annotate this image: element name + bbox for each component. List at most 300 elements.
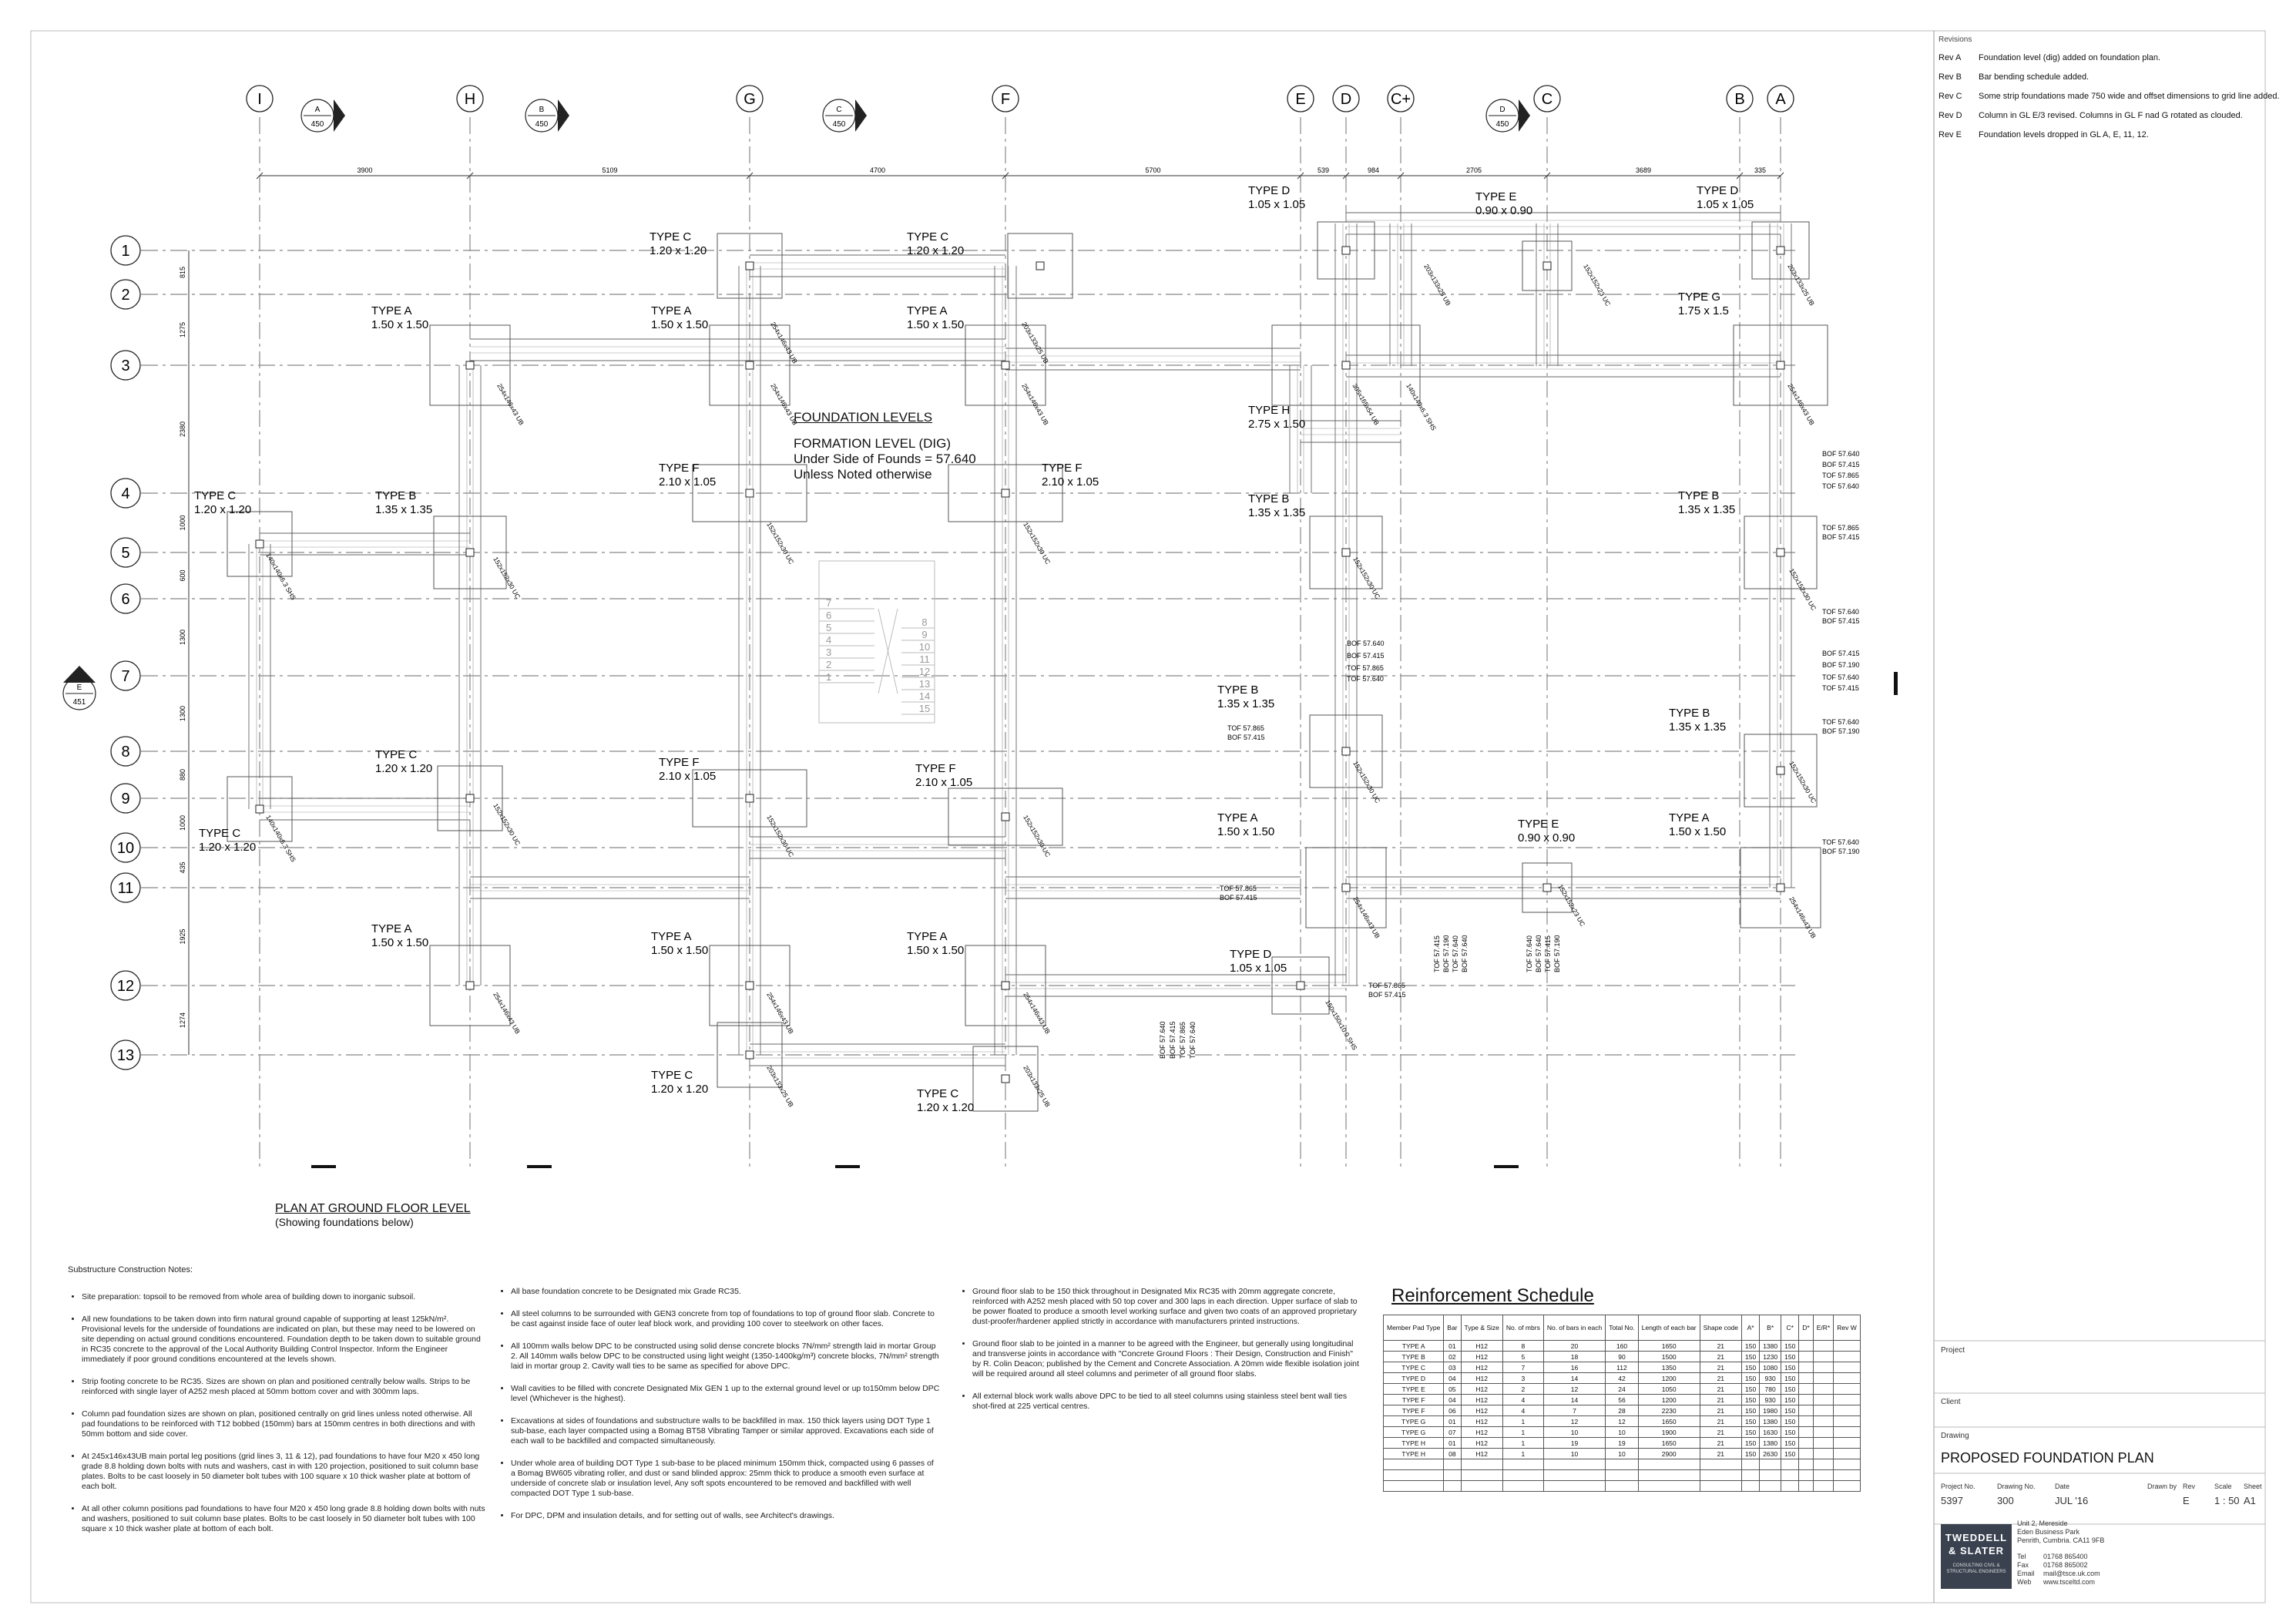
schedule-cell bbox=[1543, 1459, 1605, 1470]
schedule-cell bbox=[1834, 1427, 1861, 1438]
grid-label: 3 bbox=[121, 358, 130, 374]
foundation-levels-note bbox=[794, 410, 976, 482]
pad-size-label: 2.10 x 1.05 bbox=[915, 776, 973, 789]
title-field-value: A1 bbox=[2244, 1495, 2256, 1506]
stair-number: 9 bbox=[921, 629, 928, 640]
schedule-cell: 1500 bbox=[1638, 1352, 1700, 1362]
schedule-row bbox=[1384, 1352, 1861, 1362]
steel-column-marker bbox=[1342, 361, 1350, 369]
schedule-cell: TYPE F bbox=[1384, 1395, 1444, 1405]
column-section-label: 152x152x23 UC bbox=[1556, 883, 1587, 928]
section-cut-mark bbox=[1494, 1165, 1519, 1168]
schedule-cell bbox=[1799, 1459, 1813, 1470]
schedule-cell bbox=[1799, 1341, 1813, 1352]
schedule-cell bbox=[1781, 1459, 1799, 1470]
dimension-label: 1300 bbox=[179, 705, 186, 722]
schedule-cell: 3 bbox=[1502, 1373, 1543, 1384]
schedule-cell: TYPE A bbox=[1384, 1341, 1444, 1352]
section-sheet: 450 bbox=[1495, 120, 1509, 129]
schedule-cell bbox=[1813, 1405, 1833, 1416]
schedule-cell: 150 bbox=[1742, 1438, 1760, 1449]
level-tag: TOF 57.640 bbox=[1822, 673, 1859, 681]
grid-label: G bbox=[744, 91, 756, 108]
drawing-title: PROPOSED FOUNDATION PLAN bbox=[1941, 1450, 2154, 1466]
schedule-cell: 18 bbox=[1543, 1352, 1605, 1362]
stair-number: 14 bbox=[918, 690, 931, 702]
dimension-label: 1275 bbox=[179, 321, 186, 338]
contact-key: Tel bbox=[2017, 1553, 2026, 1560]
schedule-cell: H12 bbox=[1461, 1449, 1502, 1459]
schedule-cell bbox=[1813, 1438, 1833, 1449]
steel-column-marker bbox=[746, 1051, 754, 1059]
schedule-cell bbox=[1461, 1470, 1502, 1481]
stair-number: 8 bbox=[921, 616, 928, 628]
level-tag: BOF 57.640 bbox=[1159, 1021, 1166, 1059]
revision-row bbox=[1939, 111, 2285, 121]
column-section-label: 152x152x30 UC bbox=[1022, 814, 1052, 858]
notes-list-2 bbox=[497, 1287, 940, 1521]
schedule-row bbox=[1384, 1341, 1861, 1352]
stair-number: 6 bbox=[826, 610, 832, 621]
schedule-row-empty bbox=[1384, 1481, 1861, 1492]
column-section-label: 254x146x43 UB bbox=[769, 321, 800, 365]
dimension-label: 1000 bbox=[179, 515, 186, 531]
stair-number: 13 bbox=[918, 678, 931, 690]
note-item: • All base foundation concrete to be Designated mix Grade RC35. bbox=[511, 1287, 940, 1297]
schedule-cell: TYPE G bbox=[1384, 1416, 1444, 1427]
schedule-cell: 21 bbox=[1700, 1405, 1741, 1416]
steel-column-marker bbox=[1002, 1075, 1009, 1083]
schedule-cell: 1200 bbox=[1638, 1395, 1700, 1405]
schedule-cell: 21 bbox=[1700, 1427, 1741, 1438]
pad-type-label: TYPE F bbox=[659, 462, 700, 475]
schedule-cell: 19 bbox=[1543, 1438, 1605, 1449]
steel-column-marker bbox=[1342, 549, 1350, 556]
schedule-cell bbox=[1834, 1416, 1861, 1427]
column-section-label: 254x146x43 UB bbox=[765, 991, 796, 1036]
schedule-header-cell: A* bbox=[1742, 1315, 1760, 1341]
note-item: • Excavations at sides of foundations and substructure walls to be backfilled in max. 150 thick layers using DOT Type 1 sub-base, each layer compacted using a Bomag BT58 Vibrating Tamper or similar approved. Excavations each side of each wall to be backfilled and compacted simultaneously. bbox=[511, 1416, 940, 1446]
steel-column-marker bbox=[1777, 767, 1784, 774]
steel-column-marker bbox=[256, 805, 264, 813]
revision-text: Some strip foundations made 750 wide and offset dimensions to grid line added. bbox=[1979, 92, 2280, 101]
schedule-cell: 150 bbox=[1781, 1352, 1799, 1362]
dimension-label: 3900 bbox=[357, 166, 373, 174]
grid-label: 12 bbox=[116, 978, 135, 995]
section-cut-mark bbox=[1894, 672, 1898, 695]
schedule-cell bbox=[1799, 1438, 1813, 1449]
pad-type-label: TYPE B bbox=[1248, 492, 1290, 505]
schedule-cell: 150 bbox=[1742, 1341, 1760, 1352]
contact-list bbox=[2017, 1553, 2104, 1587]
level-tag: BOF 57.190 bbox=[1822, 661, 1860, 669]
steel-column-marker bbox=[1543, 884, 1551, 892]
schedule-cell bbox=[1799, 1352, 1813, 1362]
schedule-cell: 07 bbox=[1444, 1427, 1461, 1438]
pad-size-label: 1.20 x 1.20 bbox=[651, 1083, 709, 1096]
grid-label: 9 bbox=[121, 791, 130, 808]
schedule-header-cell: No. of mbrs bbox=[1502, 1315, 1543, 1341]
schedule-cell: 21 bbox=[1700, 1449, 1741, 1459]
column-section-label: 254x146x43 UB bbox=[1351, 895, 1382, 940]
dimension-label: 5700 bbox=[1145, 166, 1161, 174]
steel-column-marker bbox=[1342, 747, 1350, 755]
level-tag: BOF 57.640 bbox=[1822, 450, 1860, 458]
schedule-cell: 03 bbox=[1444, 1362, 1461, 1373]
pad-type-label: TYPE A bbox=[651, 930, 692, 943]
schedule-row bbox=[1384, 1416, 1861, 1427]
schedule-cell bbox=[1813, 1416, 1833, 1427]
pad-size-label: 1.50 x 1.50 bbox=[651, 944, 709, 957]
grid-label: 4 bbox=[121, 485, 130, 502]
column-section-label: 203x133x25 UB bbox=[1022, 1064, 1052, 1109]
schedule-header-cell: Type & Size bbox=[1461, 1315, 1502, 1341]
schedule-cell bbox=[1502, 1470, 1543, 1481]
pad-size-label: 1.50 x 1.50 bbox=[371, 318, 429, 331]
schedule-cell: 150 bbox=[1781, 1341, 1799, 1352]
pad-type-label: TYPE A bbox=[907, 304, 948, 317]
schedule-header-cell: Total No. bbox=[1606, 1315, 1639, 1341]
column-section-label: 203x133x25 UB bbox=[1020, 321, 1051, 365]
schedule-cell: 150 bbox=[1781, 1449, 1799, 1459]
schedule-cell bbox=[1502, 1459, 1543, 1470]
steel-column-marker bbox=[1002, 813, 1009, 821]
steel-column-marker bbox=[1002, 361, 1009, 369]
schedule-cell: 930 bbox=[1760, 1395, 1781, 1405]
schedule-cell bbox=[1799, 1405, 1813, 1416]
pad-type-label: TYPE C bbox=[650, 230, 692, 243]
schedule-cell: 02 bbox=[1444, 1352, 1461, 1362]
company-tagline: CONSULTING CIVIL & STRUCTURAL ENGINEERS bbox=[1946, 1563, 2006, 1574]
schedule-header-cell: Shape code bbox=[1700, 1315, 1741, 1341]
pad-size-label: 1.05 x 1.05 bbox=[1248, 198, 1306, 211]
stair-number: 11 bbox=[919, 653, 930, 665]
schedule-cell bbox=[1461, 1481, 1502, 1492]
column-section-label: 254x146x43 UB bbox=[1786, 382, 1817, 427]
level-tag: BOF 57.190 bbox=[1553, 935, 1561, 972]
foundation-levels-line1: FORMATION LEVEL (DIG) bbox=[794, 436, 952, 451]
pad-type-label: TYPE E bbox=[1518, 818, 1559, 831]
section-letter: D bbox=[1499, 106, 1505, 114]
pad-size-label: 1.35 x 1.35 bbox=[375, 503, 433, 516]
schedule-cell: 160 bbox=[1606, 1341, 1639, 1352]
column-section-label: 152x152x30 UC bbox=[1351, 556, 1382, 600]
grid-label: C+ bbox=[1390, 91, 1412, 108]
schedule-header-cell: Member Pad Type bbox=[1384, 1315, 1444, 1341]
schedule-cell bbox=[1834, 1362, 1861, 1373]
schedule-cell bbox=[1799, 1416, 1813, 1427]
schedule-cell: 01 bbox=[1444, 1438, 1461, 1449]
level-tag: TOF 57.640 bbox=[1452, 935, 1459, 972]
level-tag: TOF 57.865 bbox=[1822, 524, 1859, 532]
steel-column-marker bbox=[1777, 884, 1784, 892]
column-section-label: 254x146x43 UB bbox=[1787, 895, 1818, 940]
stair-number: 15 bbox=[918, 703, 931, 714]
schedule-cell: H12 bbox=[1461, 1384, 1502, 1395]
schedule-cell: TYPE H bbox=[1384, 1449, 1444, 1459]
dimension-label: 600 bbox=[179, 569, 186, 582]
section-letter: A bbox=[314, 106, 321, 114]
schedule-header-cell: No. of bars in each bbox=[1543, 1315, 1605, 1341]
schedule-cell bbox=[1834, 1459, 1861, 1470]
schedule-cell: 4 bbox=[1502, 1395, 1543, 1405]
plan-title-text: PLAN AT GROUND FLOOR LEVEL bbox=[275, 1202, 471, 1215]
title-field-label: Rev bbox=[2183, 1483, 2196, 1490]
grid-label: D bbox=[1340, 91, 1352, 108]
level-tag: BOF 57.415 bbox=[1169, 1021, 1177, 1059]
revision-code: Rev E bbox=[1939, 130, 1962, 139]
schedule-cell bbox=[1834, 1449, 1861, 1459]
note-item: • At 245x146x43UB main portal leg positions (grid lines 3, 11 & 12), pad foundations to have four M20 x 450 long grade 8.8 holding down bolts with nuts and washers, cast in with 120 projection, positioned to suit column base plates. Bolts to be cast loosely in 50 diameter bolt tubes with 100 square x 10 thick washer plate at bottom of each bolt. bbox=[82, 1452, 488, 1492]
schedule-header-cell: C* bbox=[1781, 1315, 1799, 1341]
column-section-label: 140x140x6.3 SHS bbox=[264, 814, 298, 864]
level-tag: BOF 57.415 bbox=[1822, 461, 1860, 468]
schedule-cell bbox=[1813, 1481, 1833, 1492]
company-name-2: & SLATER bbox=[1948, 1545, 2005, 1557]
schedule-cell bbox=[1813, 1449, 1833, 1459]
schedule-body bbox=[1384, 1341, 1861, 1492]
pad-size-label: 1.20 x 1.20 bbox=[199, 841, 257, 854]
schedule-cell bbox=[1760, 1459, 1781, 1470]
schedule-cell bbox=[1760, 1481, 1781, 1492]
level-tag: BOF 57.415 bbox=[1227, 734, 1265, 741]
schedule-cell bbox=[1606, 1470, 1639, 1481]
foundation-levels-title: FOUNDATION LEVELS bbox=[794, 410, 933, 425]
column-section-label: 152x152x30 UC bbox=[1351, 760, 1382, 804]
schedule-cell: 150 bbox=[1781, 1373, 1799, 1384]
level-tag: BOF 57.415 bbox=[1822, 617, 1860, 625]
section-arrow bbox=[334, 99, 345, 132]
schedule-cell bbox=[1384, 1459, 1444, 1470]
pad-type-label: TYPE C bbox=[375, 748, 418, 761]
note-item: • Ground floor slab to be jointed in a manner to be agreed with the Engineer, but generally using longitudinal and transverse joints in accordance with "Concrete Ground Floors : Their Design, Construction and Finish" by R. Colin Deacon; published by the Cement and Concrete Association. A 20mm wide flexible isolation joint will be required around all steel columns and perimeter of all ground floor slabs. bbox=[972, 1339, 1359, 1379]
schedule-cell bbox=[1700, 1459, 1741, 1470]
schedule-cell bbox=[1781, 1470, 1799, 1481]
schedule-cell: 1 bbox=[1502, 1449, 1543, 1459]
schedule-cell: 1980 bbox=[1760, 1405, 1781, 1416]
level-tag: TOF 57.865 bbox=[1368, 982, 1405, 989]
contact-row bbox=[2017, 1553, 2104, 1561]
address-line: Unit 2, Mereside bbox=[2017, 1520, 2068, 1527]
column-section-label: 152x152x23 UC bbox=[1582, 263, 1613, 307]
schedule-cell: 1 bbox=[1502, 1427, 1543, 1438]
pad-size-label: 1.20 x 1.20 bbox=[650, 244, 707, 257]
dimension-label: 1925 bbox=[179, 929, 186, 945]
pad-size-label: 1.35 x 1.35 bbox=[1217, 697, 1275, 710]
note-item: • At all other column positions pad foundations to have four M20 x 450 long grade 8.8 holding down bolts with nuts and washers, positioned to suit column base plates. Bolts to be cast loosely in 50 diameter bolt tubes with 100 square x 10 thick washer plate at bottom of each bolt. bbox=[82, 1504, 488, 1534]
title-field-label: Date bbox=[2055, 1483, 2070, 1490]
schedule-cell: 1630 bbox=[1760, 1427, 1781, 1438]
column-section-label: 140x140x6.3 SHS bbox=[264, 552, 298, 602]
schedule-cell: 05 bbox=[1444, 1384, 1461, 1395]
level-tag: TOF 57.640 bbox=[1822, 608, 1859, 616]
revision-code: Rev C bbox=[1939, 92, 1962, 101]
schedule-cell: 150 bbox=[1781, 1405, 1799, 1416]
schedule-cell: 04 bbox=[1444, 1373, 1461, 1384]
schedule-cell: 4 bbox=[1502, 1405, 1543, 1416]
schedule-cell: 150 bbox=[1742, 1427, 1760, 1438]
schedule-cell bbox=[1813, 1373, 1833, 1384]
pad-type-label: TYPE G bbox=[1678, 290, 1721, 304]
column-section-label: 254x146x43 UB bbox=[1022, 991, 1052, 1036]
stair-number: 5 bbox=[826, 622, 832, 633]
revision-code: Rev A bbox=[1939, 53, 1962, 62]
schedule-cell: H12 bbox=[1461, 1416, 1502, 1427]
dimension-label: 335 bbox=[1754, 166, 1767, 174]
pad-type-label: TYPE E bbox=[1475, 190, 1517, 203]
schedule-cell bbox=[1834, 1384, 1861, 1395]
title-field-value: 1 : 50 bbox=[2214, 1495, 2240, 1506]
column-section-label: 152x152x30 UC bbox=[1787, 567, 1818, 612]
section-letter: E bbox=[76, 683, 82, 692]
schedule-cell: 90 bbox=[1606, 1352, 1639, 1362]
pad-type-label: TYPE C bbox=[199, 827, 241, 840]
level-tag: BOF 57.640 bbox=[1347, 640, 1385, 647]
schedule-cell: 150 bbox=[1742, 1384, 1760, 1395]
schedule-cell: 16 bbox=[1543, 1362, 1605, 1373]
schedule-cell: 12 bbox=[1606, 1416, 1639, 1427]
steel-column-marker bbox=[1777, 361, 1784, 369]
note-item: • All new foundations to be taken down into firm natural ground capable of supporting at least 125kN/m². Provisional levels for the underside of foundations are indicated on plan, but these may need to be lowered on site depending on actual ground conditions encountered. Foundation depth to be taken down to suitable ground in RC35 concrete to the approval of the Local Authority Building Control Inspector. Inform the Engineer immediately if poor ground conditions encountered at the levels shown. bbox=[82, 1315, 488, 1365]
schedule-cell: H12 bbox=[1461, 1438, 1502, 1449]
pad-size-label: 1.50 x 1.50 bbox=[907, 318, 965, 331]
title-field-label: Drawn by bbox=[2147, 1483, 2177, 1490]
pad-type-label: TYPE C bbox=[651, 1069, 693, 1082]
pad-type-label: TYPE B bbox=[1669, 707, 1710, 720]
staircase-outline bbox=[819, 561, 935, 723]
foundation-levels-line3: Unless Noted otherwise bbox=[794, 467, 932, 482]
revision-text: Column in GL E/3 revised. Columns in GL F nad G rotated as clouded. bbox=[1979, 111, 2243, 120]
title-field-value: 5397 bbox=[1941, 1495, 1963, 1506]
pad-size-label: 1.20 x 1.20 bbox=[917, 1101, 975, 1114]
schedule-cell: 1650 bbox=[1638, 1438, 1700, 1449]
schedule-cell: 1350 bbox=[1638, 1362, 1700, 1373]
pad-size-label: 1.50 x 1.50 bbox=[371, 936, 429, 949]
schedule-cell: 10 bbox=[1543, 1427, 1605, 1438]
title-field-value: JUL '16 bbox=[2055, 1495, 2089, 1506]
dimension-label: 2705 bbox=[1465, 166, 1482, 174]
contact-key: Web bbox=[2017, 1578, 2032, 1586]
note-item: • All 100mm walls below DPC to be constructed using solid dense concrete blocks 7N/mm² strength laid in mortar Group 2. All 140mm walls below DPC to be constructed using light weight (1350-1400kg/m³) concrete blocks, 7N/mm² strength laid in mortar group 2. Cavity wall ties to be same as specified for above DPC. bbox=[511, 1342, 940, 1372]
schedule-cell bbox=[1638, 1481, 1700, 1492]
schedule-cell: 1 bbox=[1502, 1438, 1543, 1449]
dimension-label: 2380 bbox=[179, 421, 186, 438]
schedule-cell bbox=[1813, 1352, 1833, 1362]
note-item: • All external block work walls above DPC to be tied to all steel columns using stainless steel bent wall ties shot-fired at 225 vertical centres. bbox=[972, 1392, 1359, 1412]
schedule-cell: 21 bbox=[1700, 1341, 1741, 1352]
schedule-cell: 21 bbox=[1700, 1352, 1741, 1362]
schedule-cell: 150 bbox=[1742, 1449, 1760, 1459]
schedule-cell: 2 bbox=[1502, 1384, 1543, 1395]
pad-type-label: TYPE B bbox=[1678, 489, 1720, 502]
schedule-cell bbox=[1799, 1449, 1813, 1459]
schedule-cell: 150 bbox=[1781, 1384, 1799, 1395]
revision-text: Foundation level (dig) added on foundation plan. bbox=[1979, 53, 2161, 62]
notes-list-3 bbox=[958, 1287, 1359, 1412]
schedule-header-cell: Length of each bar bbox=[1638, 1315, 1700, 1341]
schedule-cell: 21 bbox=[1700, 1438, 1741, 1449]
column-section-label: 152x152x30 UC bbox=[492, 556, 522, 600]
steel-column-marker bbox=[466, 361, 474, 369]
pad-type-label: TYPE C bbox=[194, 489, 237, 502]
schedule-cell bbox=[1813, 1459, 1833, 1470]
schedule-cell: 150 bbox=[1781, 1362, 1799, 1373]
level-tag: BOF 57.415 bbox=[1822, 650, 1860, 657]
grid-label: 10 bbox=[116, 840, 135, 857]
pad-type-label: TYPE B bbox=[1217, 683, 1259, 697]
pad-type-label: TYPE D bbox=[1248, 184, 1291, 197]
plan-subtitle-text: (Showing foundations below) bbox=[275, 1216, 414, 1228]
section-arrow bbox=[63, 666, 96, 683]
schedule-cell: H12 bbox=[1461, 1341, 1502, 1352]
steel-column-marker bbox=[746, 361, 754, 369]
grid-label: 11 bbox=[117, 880, 134, 897]
section-letter: C bbox=[836, 106, 842, 114]
notes-heading: Substructure Construction Notes: bbox=[68, 1265, 193, 1274]
dimension-label: 880 bbox=[179, 768, 186, 781]
pad-size-label: 0.90 x 0.90 bbox=[1475, 204, 1533, 217]
steel-column-marker bbox=[1777, 247, 1784, 254]
dimension-label: 815 bbox=[179, 266, 186, 279]
notes-column-2 bbox=[497, 1287, 940, 1533]
title-field-label: Drawing No. bbox=[1997, 1483, 2036, 1490]
stair-number: 7 bbox=[826, 597, 832, 609]
schedule-cell: 150 bbox=[1781, 1416, 1799, 1427]
schedule-cell: TYPE F bbox=[1384, 1405, 1444, 1416]
notes-column-1 bbox=[68, 1265, 488, 1546]
schedule-cell: 150 bbox=[1781, 1427, 1799, 1438]
pad-type-label: TYPE F bbox=[1042, 462, 1083, 475]
title-field-label: Scale bbox=[2214, 1483, 2232, 1490]
steel-column-marker bbox=[256, 540, 264, 548]
schedule-cell: 112 bbox=[1606, 1362, 1639, 1373]
schedule-cell bbox=[1606, 1459, 1639, 1470]
title-field-value: 300 bbox=[1997, 1495, 2014, 1506]
contact-value: 01768 865002 bbox=[2043, 1561, 2088, 1569]
schedule-cell bbox=[1813, 1341, 1833, 1352]
level-tag: TOF 57.415 bbox=[1433, 935, 1441, 972]
schedule-cell: 21 bbox=[1700, 1416, 1741, 1427]
column-section-label: 203x133x25 UB bbox=[1422, 263, 1453, 307]
level-tag: BOF 57.640 bbox=[1535, 935, 1542, 972]
title-field-value: E bbox=[2183, 1495, 2190, 1506]
steel-column-marker bbox=[466, 794, 474, 802]
schedule-cell bbox=[1834, 1405, 1861, 1416]
pad-size-label: 1.35 x 1.35 bbox=[1248, 506, 1306, 519]
grid-label: C bbox=[1541, 91, 1553, 108]
schedule-title: Reinforcement Schedule bbox=[1391, 1285, 1594, 1306]
schedule-cell: 1380 bbox=[1760, 1341, 1781, 1352]
level-tag: BOF 57.415 bbox=[1220, 894, 1257, 902]
schedule-cell: 1380 bbox=[1760, 1438, 1781, 1449]
schedule-cell: 930 bbox=[1760, 1373, 1781, 1384]
pad-type-label: TYPE C bbox=[917, 1087, 959, 1100]
level-tag: BOF 57.415 bbox=[1368, 991, 1406, 999]
dimension-label: 435 bbox=[179, 861, 186, 874]
grid-label: E bbox=[1295, 91, 1306, 108]
schedule-cell bbox=[1813, 1384, 1833, 1395]
revision-text: Foundation levels dropped in GL A, E, 11, 12. bbox=[1979, 130, 2149, 139]
pad-size-label: 2.10 x 1.05 bbox=[659, 475, 717, 489]
level-tag: TOF 57.640 bbox=[1822, 838, 1859, 846]
schedule-cell: 150 bbox=[1742, 1405, 1760, 1416]
note-item: • Wall cavities to be filled with concrete Designated Mix GEN 1 up to the external ground level or up to150mm below DPC level (Whichever is the highest). bbox=[511, 1384, 940, 1404]
dimension-label: 1300 bbox=[179, 629, 186, 646]
pad-size-label: 0.90 x 0.90 bbox=[1518, 831, 1576, 845]
schedule-cell bbox=[1813, 1427, 1833, 1438]
schedule-cell bbox=[1799, 1395, 1813, 1405]
revision-row bbox=[1939, 130, 2285, 140]
